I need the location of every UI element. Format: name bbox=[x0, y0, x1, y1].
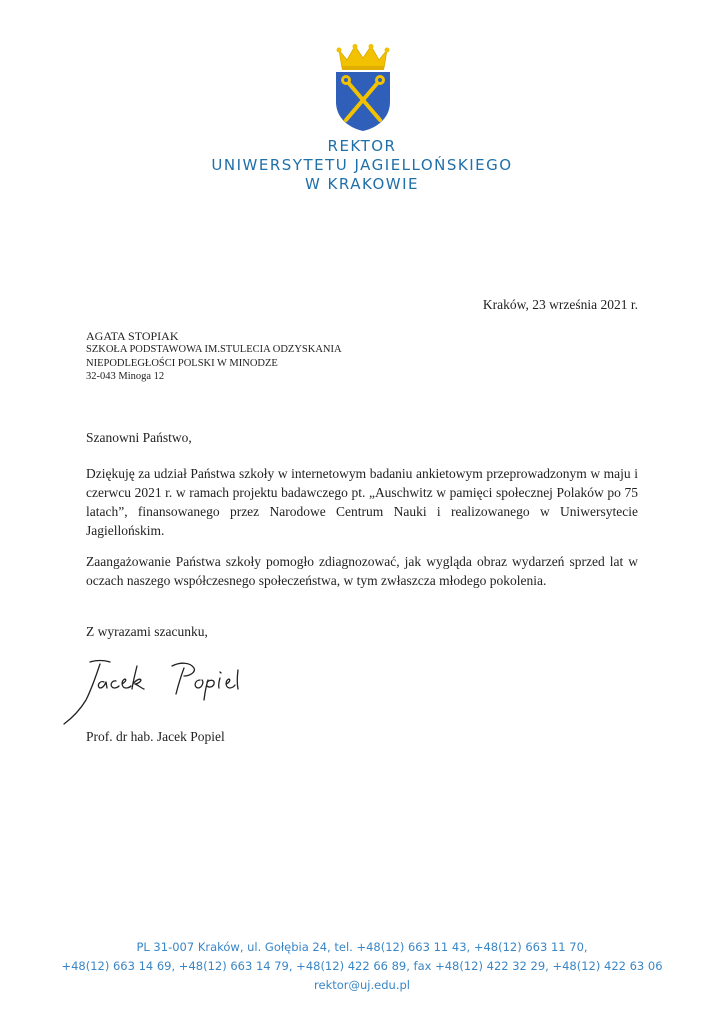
footer-address-line-2: +48(12) 663 14 69, +48(12) 663 14 79, +48(12) 422 66 89, fax +48(12) 422 32 29, +48(12) 422 63 06 bbox=[61, 959, 663, 973]
header-title-city: W KRAKOWIE bbox=[304, 175, 420, 193]
letter-date: Kraków, 23 września 2021 r. bbox=[482, 297, 638, 312]
recipient-address bbox=[86, 329, 342, 384]
footer-email: rektor@uj.edu.pl bbox=[314, 978, 410, 992]
university-crest-icon bbox=[333, 44, 393, 132]
header-title-rektor: REKTOR bbox=[327, 137, 397, 155]
recipient-line-2: NIEPODLEGŁOŚCI POLSKI W MINODZE bbox=[86, 357, 278, 369]
handwritten-signature bbox=[60, 656, 260, 726]
header-title-university: UNIWERSYTETU JAGIELLOŃSKIEGO bbox=[211, 156, 513, 174]
recipient-line-1: SZKOŁA PODSTAWOWA IM.STULECIA ODZYSKANIA bbox=[86, 344, 342, 355]
greeting: Szanowni Państwo, bbox=[86, 430, 192, 445]
recipient-name: AGATA STOPIAK bbox=[86, 329, 179, 343]
footer-address-line-1: PL 31-007 Kraków, ul. Gołębia 24, tel. +48(12) 663 11 43, +48(12) 663 11 70, bbox=[136, 940, 588, 954]
paragraph-1: Dziękuję za udział Państwa szkoły w internetowym badaniu ankietowym przeprowadzonym w maju i czerwcu 2021 r. w ramach projektu badawczego pt. „Auschwitz w pamięci społecznej Polaków po 75 latach”, finansowanego przez Narodowe Centrum Nauki i realizowanego w Uniwersytecie Jagiellońskim. bbox=[86, 466, 638, 538]
closing: Z wyrazami szacunku, bbox=[86, 624, 208, 639]
signer-name: Prof. dr hab. Jacek Popiel bbox=[86, 729, 225, 744]
paragraph-2: Zaangażowanie Państwa szkoły pomogło zdiagnozować, jak wygląda obraz wydarzeń sprzed lat w oczach naszego współczesnego społeczeństwa, w tym zwłaszcza młodego pokolenia. bbox=[86, 554, 638, 588]
recipient-line-3: 32-043 Minoga 12 bbox=[86, 371, 165, 382]
